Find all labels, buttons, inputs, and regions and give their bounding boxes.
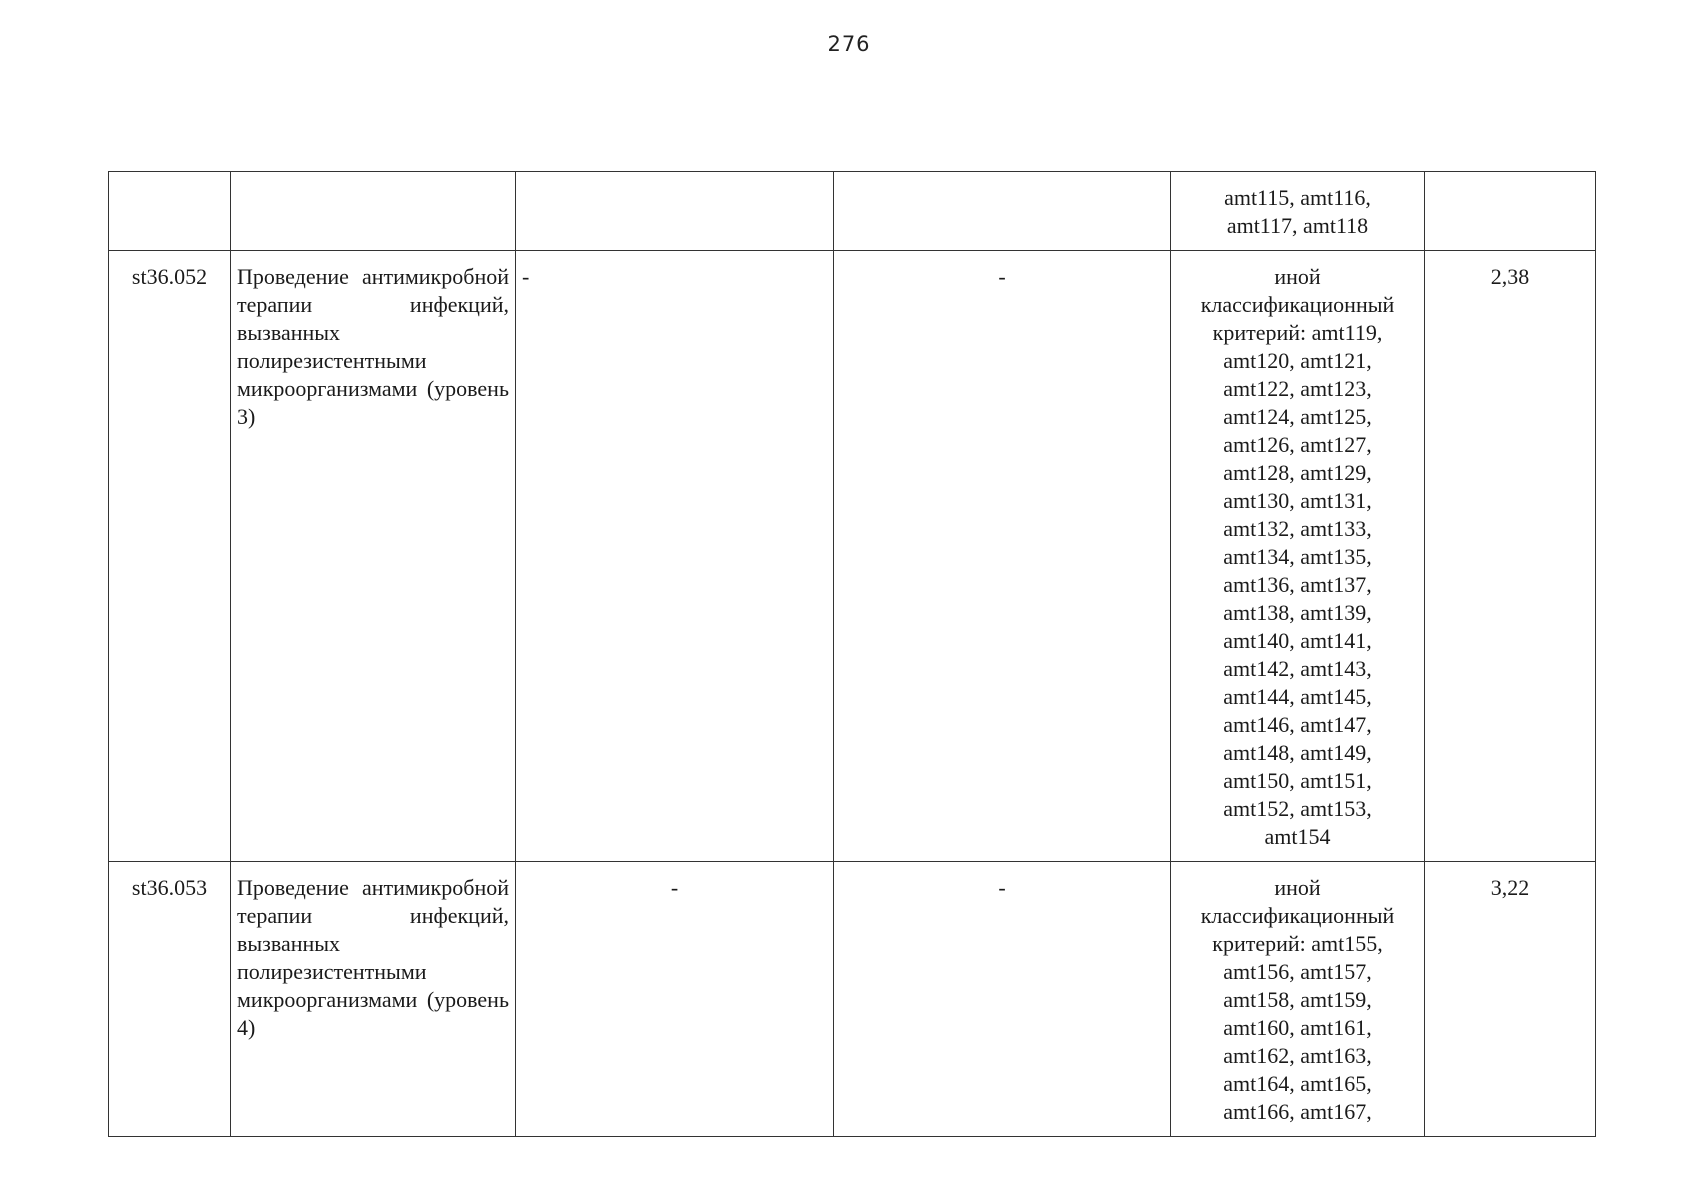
- cell-criteria: иной классификационный критерий: amt119, amt120, amt121, amt122, amt123, amt124, amt125, amt126, amt127, amt128, amt129, amt130, amt131, amt132, amt133, amt134, amt135, amt136, amt137, amt138, amt139, amt140, amt141, amt142, amt143, amt144, amt145, amt146, amt147, amt148, amt149, amt150, amt151, amt152, amt153, amt154: [1171, 251, 1425, 862]
- cell-col3: [516, 172, 834, 251]
- cell-name: Проведение антимикробной терапии инфекций, вызванных полирезистентными микроорганизмами (уровень 4): [231, 862, 516, 1137]
- cell-code: st36.053: [109, 862, 231, 1137]
- cell-name: [231, 172, 516, 251]
- cell-name: Проведение антимикробной терапии инфекций, вызванных полирезистентными микроорганизмами (уровень 3): [231, 251, 516, 862]
- cell-code: st36.052: [109, 251, 231, 862]
- cell-col3: -: [516, 251, 834, 862]
- cell-criteria: иной классификационный критерий: amt155, amt156, amt157, amt158, amt159, amt160, amt161, amt162, amt163, amt164, amt165, amt166, amt167,: [1171, 862, 1425, 1137]
- page-number: 276: [827, 32, 871, 56]
- cell-col4: [834, 172, 1171, 251]
- cell-col4: -: [834, 862, 1171, 1137]
- table-row-continuation: [109, 172, 1596, 251]
- table-row-st36-053: [109, 862, 1596, 1137]
- cell-code: [109, 172, 231, 251]
- table-row-st36-052: [109, 251, 1596, 862]
- cell-criteria: amt115, amt116, amt117, amt118: [1171, 172, 1425, 251]
- cell-col4: -: [834, 251, 1171, 862]
- cell-col3: -: [516, 862, 834, 1137]
- cell-coefficient: [1425, 172, 1596, 251]
- cell-coefficient: 3,22: [1425, 862, 1596, 1137]
- tariff-table: [108, 171, 1596, 1137]
- cell-coefficient: 2,38: [1425, 251, 1596, 862]
